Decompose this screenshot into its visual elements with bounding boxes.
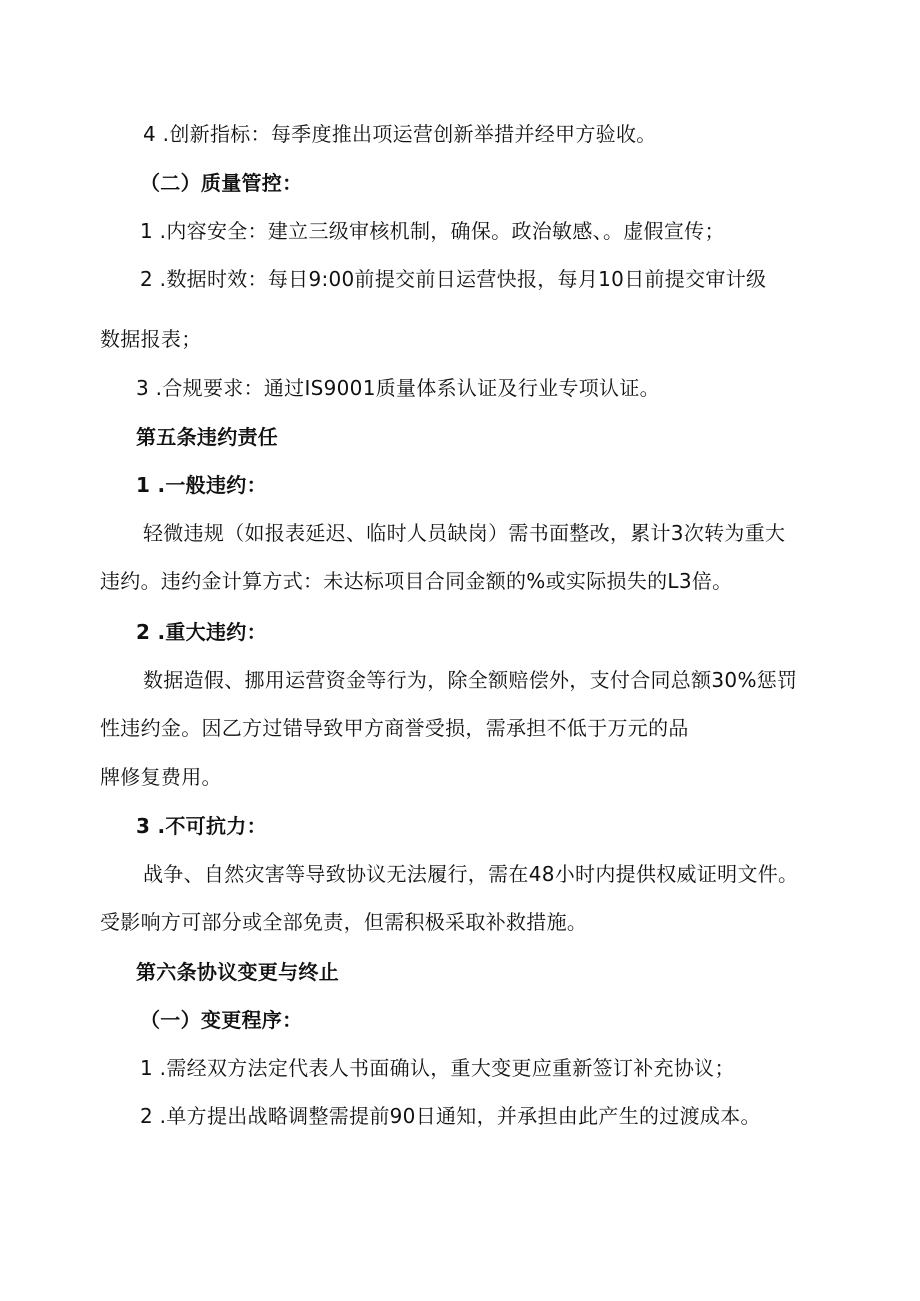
- para-force-majeure-2: 受影响方可部分或全部免责，但需积极采取补救措施。: [100, 910, 588, 934]
- heading-quality-control: （二）质量管控：: [140, 171, 303, 195]
- item-compliance: 3 .合规要求：通过IS9001质量体系认证及行业专项认证。: [136, 376, 660, 400]
- item-innovation-indicator: 4 .创新指标：每季度推出项运营创新举措并经甲方验收。: [143, 122, 657, 146]
- para-major-breach-2: 性违约金。因乙方过错导致甲方商誉受损，需承担不低于万元的品: [100, 716, 689, 740]
- para-general-breach-1: 轻微违规（如报表延迟、临时人员缺岗）需书面整改，累计3次转为重大: [143, 521, 786, 545]
- para-major-breach-1: 数据造假、挪用运营资金等行为，除全额赔偿外，支付合同总额30%惩罚: [143, 668, 798, 692]
- item-content-safety: 1 .内容安全：建立三级审核机制，确保。政治敏感、。虚假宣传；: [140, 219, 725, 243]
- heading-article-six: 第六条协议变更与终止: [136, 960, 339, 984]
- item-change-confirmation: 1 .需经双方法定代表人书面确认，重大变更应重新签订补充协议；: [140, 1056, 735, 1080]
- para-major-breach-3: 牌修复费用。: [100, 765, 222, 789]
- item-unilateral-adjustment: 2 .单方提出战略调整需提前90日通知，并承担由此产生的过渡成本。: [140, 1104, 761, 1128]
- heading-change-procedure: （一）变更程序：: [140, 1008, 303, 1032]
- para-general-breach-2: 违约。违约金计算方式：未达标项目合同金额的%或实际损失的L3倍。: [100, 569, 733, 593]
- item-data-timeliness-cont: 数据报表；: [100, 327, 202, 351]
- item-data-timeliness: 2 .数据时效：每日9:00前提交前日运营快报，每月10日前提交审计级: [140, 267, 767, 291]
- heading-general-breach: 1 .一般违约：: [136, 473, 267, 497]
- heading-article-five: 第五条违约责任: [136, 425, 279, 449]
- heading-major-breach: 2 .重大违约：: [136, 620, 267, 644]
- heading-force-majeure: 3 .不可抗力：: [136, 814, 267, 838]
- para-force-majeure-1: 战争、自然灾害等导致协议无法履行，需在48小时内提供权威证明文件。: [143, 862, 799, 886]
